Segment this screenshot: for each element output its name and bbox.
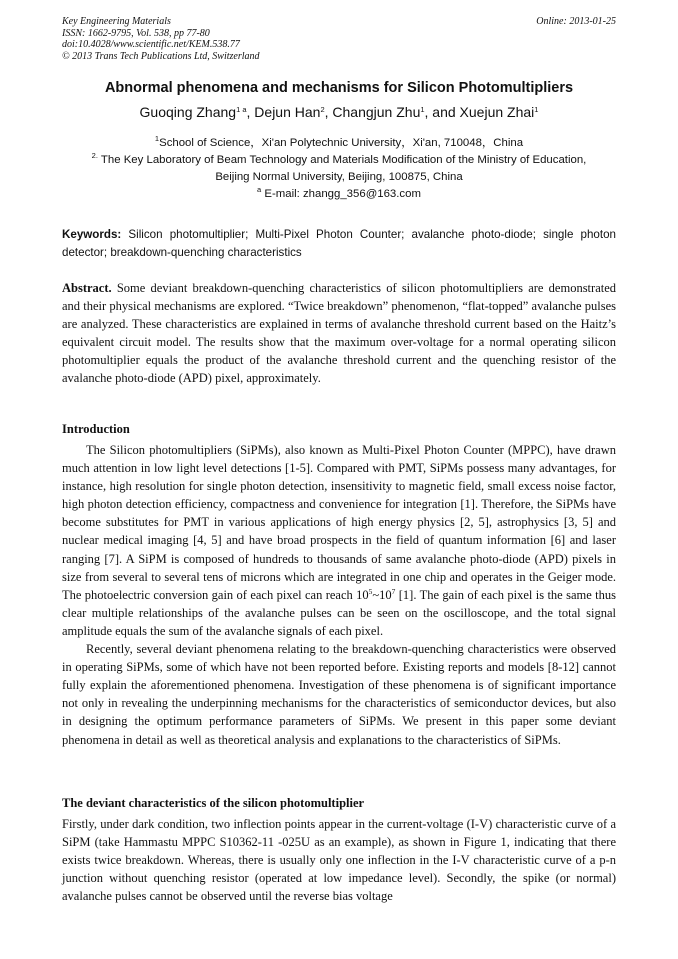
abstract-label: Abstract. [62, 281, 112, 295]
affil-text: The Key Laboratory of Beam Technology and Materials Modification of the Ministry of Education, [100, 154, 587, 166]
journal-header [62, 16, 616, 62]
intro-heading: Introduction [62, 422, 130, 436]
section2-body [62, 815, 616, 905]
exponent: 7 [391, 586, 396, 596]
affil-mark: 1 [154, 134, 160, 143]
journal-name: Key Engineering Materials [62, 16, 171, 27]
section2-paragraph-1: Firstly, under dark condition, two inflection points appear in the current-voltage (I-V) characteristic curve of a SiPM (take Hammastu MPPC S10362-11 -025U as an example), as shown in Figure 1, indicating that there exists twice breakdown. Whereas, there is usually only one inflection in the I-V characteristic curve of a p-n junction without quenching resistor (operated at low impedance level). Secondly, the spike (or normal) avalanche pulses cannot be observed until the reverse bias voltage [62, 817, 616, 904]
author-affil-mark: 1 [420, 105, 425, 114]
intro-body [62, 441, 616, 749]
email-mark: a [257, 185, 262, 194]
exponent: 5 [368, 586, 373, 596]
section2-heading: The deviant characteristics of the silicon photomultiplier [62, 796, 365, 810]
affil-text: School of Science，Xi'an Polytechnic University，Xi'an, 710048，China [159, 137, 524, 149]
abstract-text: Some deviant breakdown-quenching characteristics of silicon photomultipliers are demonstrated and their physical mechanisms are explored. “Twice breakdown” phenomenon, “flat-topped” avalanche pulses are analyzed. These characteristics are explained in terms of avalanche threshold current based on the Haitz’s equivalent circuit model. The results show that the maximum over-voltage for a normal operating silicon photomultiplier equals the product of the avalanche threshold current and the quenching resistor of the avalanche photo-diode (APD) pixel, approximately. [62, 281, 617, 386]
affiliation-2-cont: Beijing Normal University, Beijing, 100875, China [215, 171, 463, 183]
author-name: , and Xuejun Zhai [424, 104, 535, 120]
intro-paragraph-2: Recently, several deviant phenomena relating to the breakdown-quenching characteristics were observed in operating SiPMs, some of which have not been reported before. Existing reports and models [8-12] cannot fully explain the aforementioned phenomena. Investigation of these phenomena is of significant importance not only in revealing the underpinning mechanisms for the characteristics of semiconductor devices, but also in designing the optimum performance parameters of SiPMs. We present in this paper some deviant phenomena in detail as well as theoretical analysis and explanations to the characteristics of SiPMs. [62, 642, 616, 747]
email-text: E-mail: zhangg_356@163.com [264, 188, 421, 200]
intro-paragraph-1 [62, 441, 616, 640]
author-name: , Dejun Han [246, 104, 321, 120]
author-affil-mark: 1 a [236, 105, 247, 114]
author-affil-mark: 2 [320, 105, 325, 114]
author-list [62, 104, 616, 120]
keywords-text: Silicon photomultiplier; Multi-Pixel Photon Counter; avalanche photo-diode; single photon detector; breakdown-quenching characteristics [62, 228, 616, 259]
affiliation-2 [62, 152, 616, 168]
author-name: Guoqing Zhang [139, 104, 237, 120]
keywords [62, 226, 616, 262]
affil-mark: 2. [91, 151, 98, 160]
issn-line: ISSN: 1662-9795, Vol. 538, pp 77-80 [62, 27, 210, 39]
text-run: [1]. The gain of each pixel is the same thus clear multiple relationships of the avalanche pulses can be seen on the oscilloscope, and the total signal amplitude equals the sum of the avalanche signals of each pixel. [62, 587, 616, 638]
online-date: Online: 2013-01-25 [536, 16, 616, 27]
affiliation-1 [62, 135, 616, 151]
copyright-line: © 2013 Trans Tech Publications Ltd, Switzerland [62, 50, 260, 62]
abstract [62, 279, 616, 388]
text-run: ~10 [372, 587, 392, 602]
doi-line: doi:10.4028/www.scientific.net/KEM.538.77 [62, 39, 240, 50]
keywords-label: Keywords: [62, 228, 122, 241]
email-line [62, 186, 616, 202]
author-affil-mark: 1 [534, 105, 539, 114]
paper-title: Abnormal phenomena and mechanisms for Silicon Photomultipliers [104, 80, 574, 96]
text-run: The Silicon photomultipliers (SiPMs), also known as Multi-Pixel Photon Counter (MPPC), have drawn much attention in low light level detections [1-5]. Compared with PMT, SiPMs possess many advantages, for instance, high resolution for single photon detection, insensitivity to magnetic field, small excess noise factor, high photon detection efficiency, compactness and convenience for integration [1]. Therefore, the SiPMs have become substitutes for PMT in various applications of high energy physics [2, 5], astrophysics [3, 5] and nuclear medical imaging [4, 5] and have broad prospects in the field of quantum information [6] and laser ranging [7]. A SiPM is composed of hundreds to thousands of same avalanche photo-diode (APD) pixels in size from several to several tens of microns which are integrated in one chip and operates in the Geiger mode. The photoelectric conversion gain of each pixel can reach 10 [62, 443, 616, 602]
author-name: , Changjun Zhu [324, 104, 421, 120]
